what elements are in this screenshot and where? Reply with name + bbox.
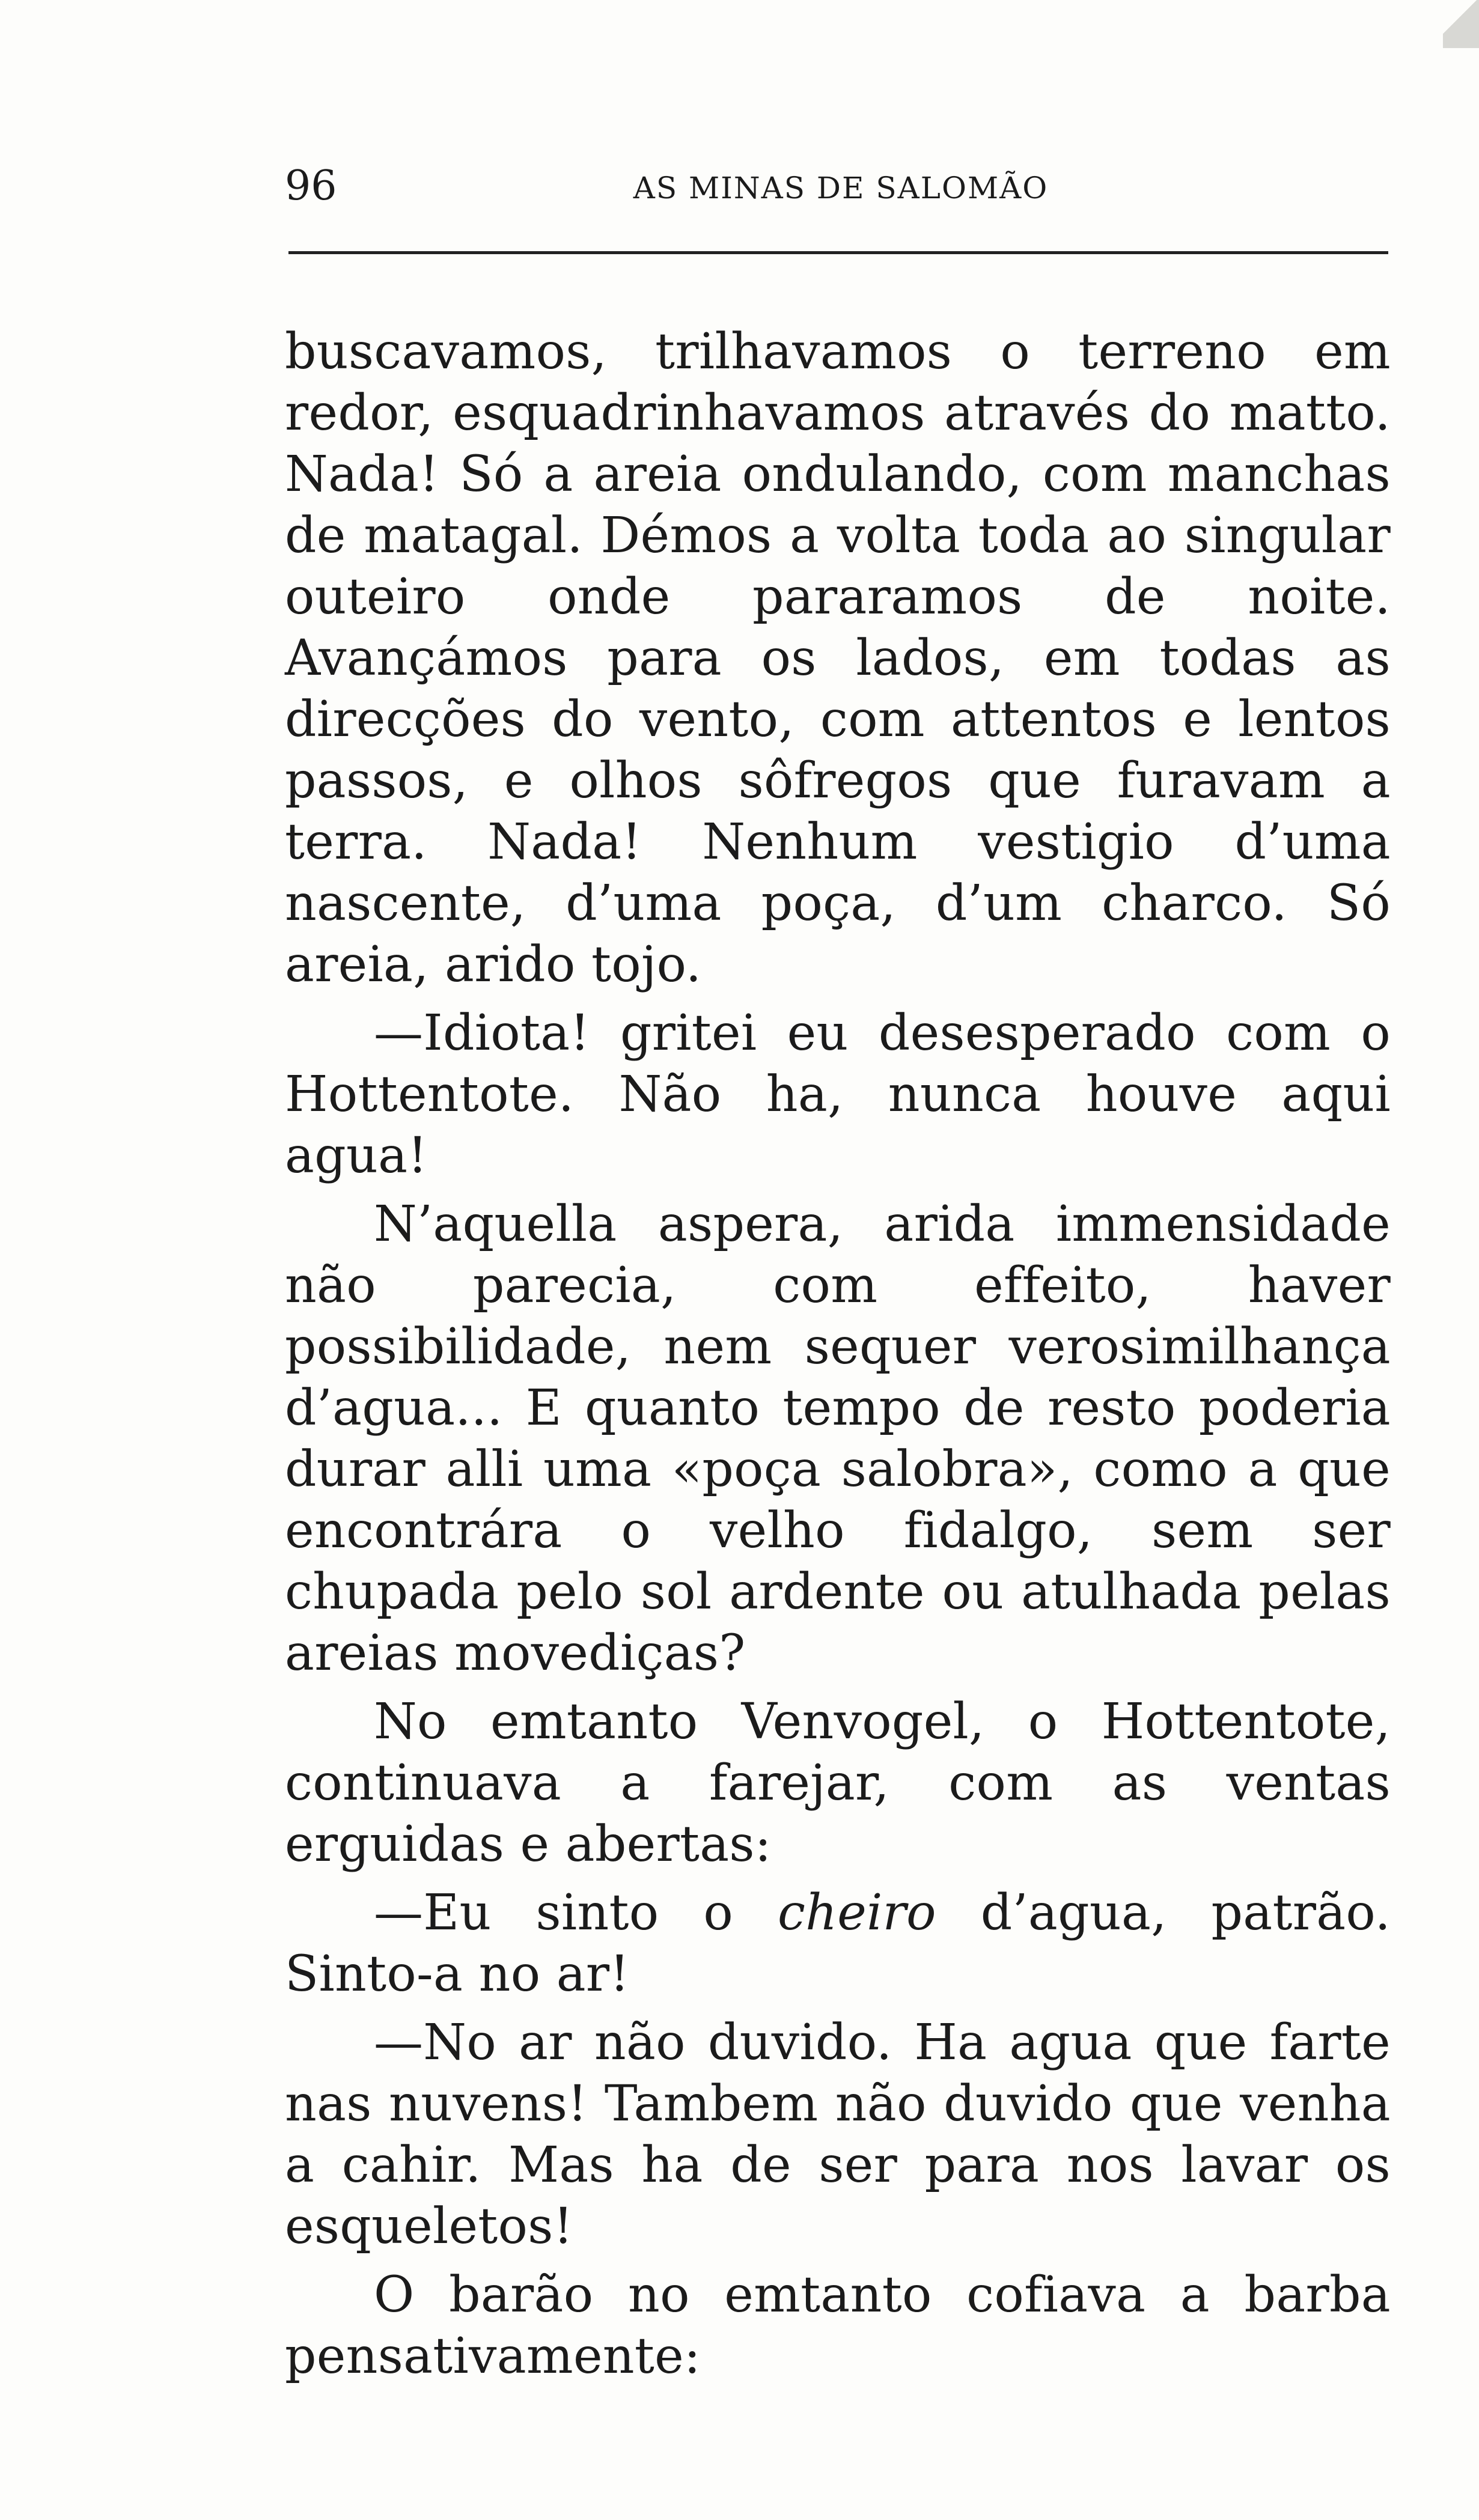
paragraph-dialogue	[285, 1882, 1391, 2005]
header-rule	[288, 251, 1388, 254]
dialogue-text: —Eu sinto o	[374, 1884, 778, 1941]
running-title: AS MINAS DE SALOMÃO	[633, 171, 1049, 205]
paragraph: No emtanto Venvogel, o Hottentote, continuava a farejar, com as ventas erguidas e abertas:	[285, 1693, 1391, 1873]
page-number: 96	[285, 162, 337, 210]
paragraph: N’aquella aspera, arida immensidade não parecia, com effeito, haver possibilidade, nem sequer verosimilhança d’agua... E quanto tempo de resto poderia durar alli uma «poça salobra», como a que encontrára o velho fidalgo, sem ser chupada pelo sol ardente ou atulhada pelas areias movediças?	[285, 1196, 1391, 1682]
paragraph: O barão no emtanto cofiava a barba pensativamente:	[285, 2266, 1391, 2385]
body-text	[285, 321, 1391, 2394]
italic-word: cheiro	[777, 1884, 936, 1941]
paragraph-dialogue: —Idiota! gritei eu desesperado com o Hottentote. Não ha, nunca houve aqui agua!	[285, 1005, 1391, 1184]
page-corner-shadow	[1443, 0, 1479, 48]
dialogue-text: d’agua, patrão. Sinto-a no ar!	[285, 1884, 1391, 2003]
paragraph-dialogue: —No ar não duvido. Ha agua que farte nas nuvens! Tambem não duvido que venha a cahir. Mas ha de ser para nos lavar os esqueletos!	[285, 2014, 1391, 2255]
page-header	[285, 150, 1397, 216]
paragraph: buscavamos, trilhavamos o terreno em redor, esquadrinhavamos através do matto. Nada! Só a areia ondulando, com manchas de matagal. Démos a volta toda ao singular outeiro onde pararamos de noite. Avançámos para os lados, em todas as direcções do vento, com attentos e lentos passos, e olhos sôfregos que furavam a terra. Nada! Nenhum vestigio d’uma nascente, d’uma poça, d’um charco. Só areia, arido tojo.	[285, 323, 1391, 993]
